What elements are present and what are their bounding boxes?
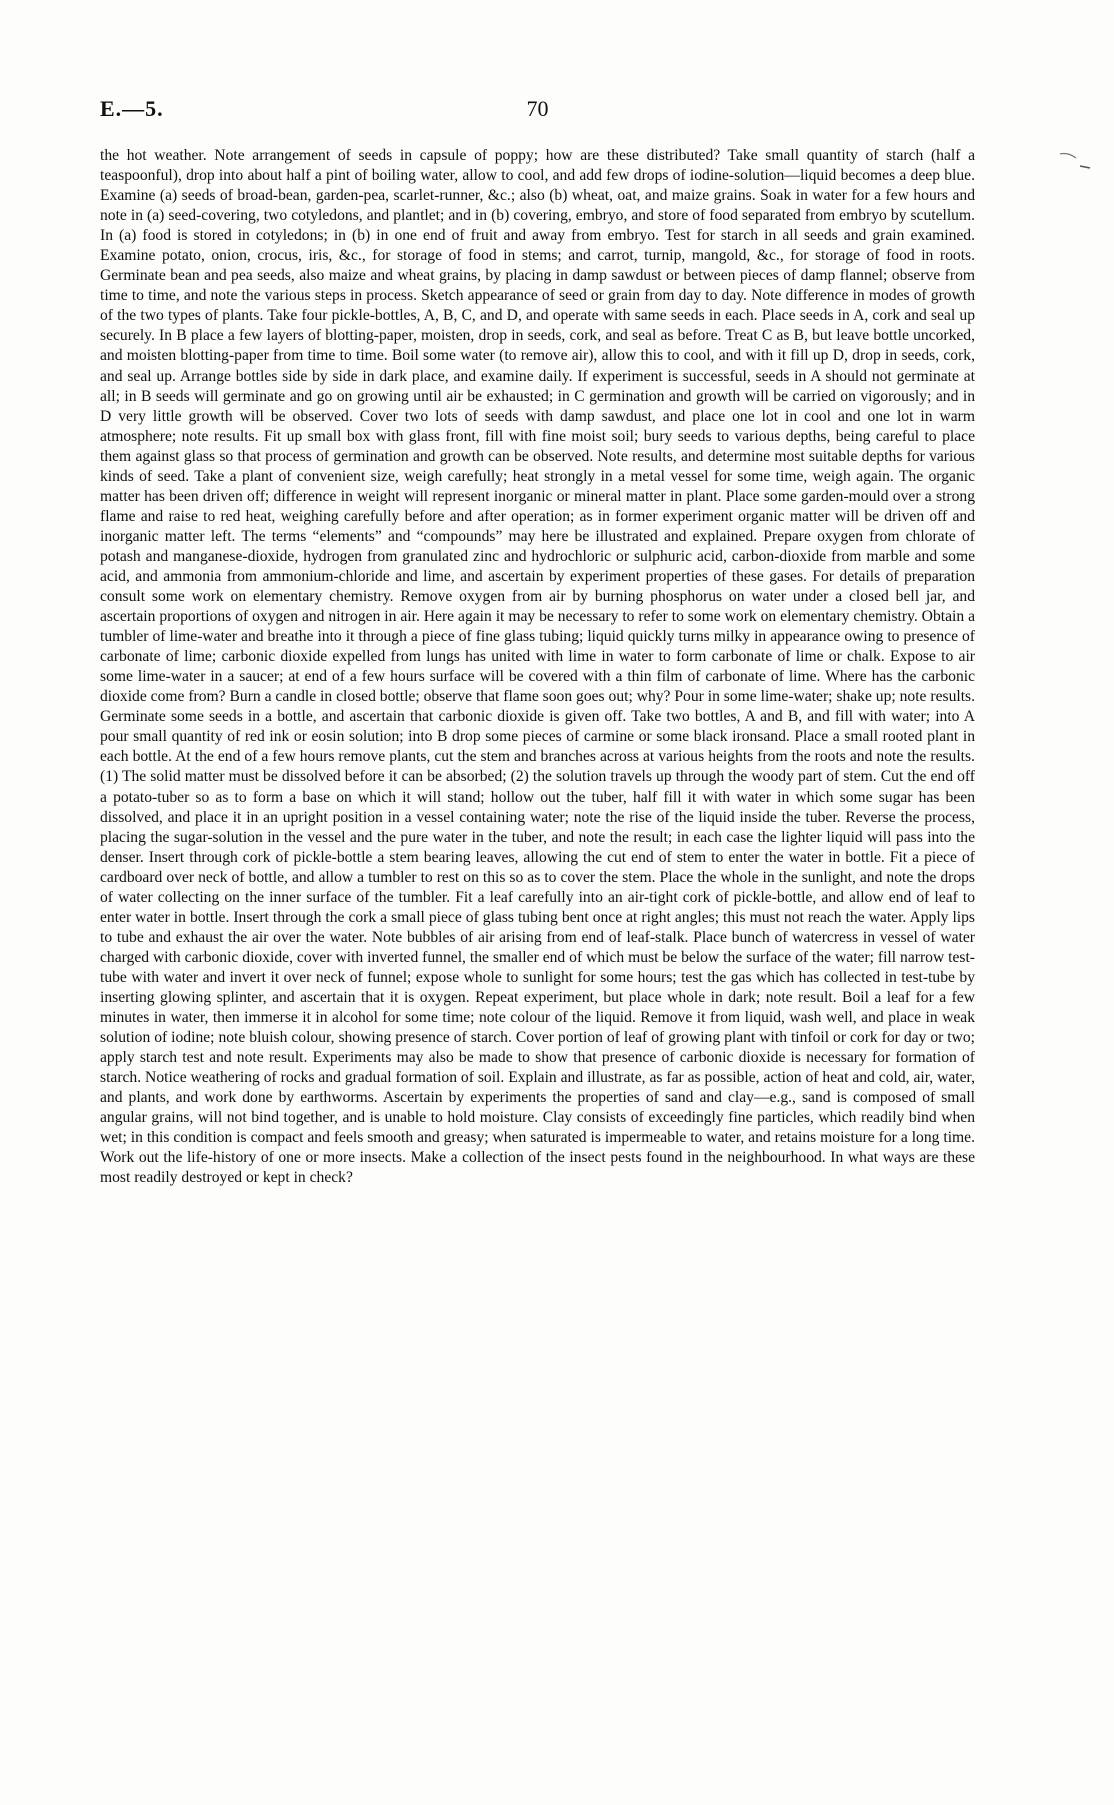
margin-pencil-mark (1058, 150, 1092, 170)
page-header (100, 96, 975, 126)
body-paragraph: the hot weather. Note arrangement of seeds in capsule of poppy; how are these distributed? Take small quantity of starch (half a teaspoonful), drop into about half a pint of boiling water, allow to cool, and add few drops of iodine-solution—liquid becomes a deep blue. Examine (a) seeds of broad-bean, garden-pea, scarlet-runner, &c.; also (b) wheat, oat, and maize grains. Soak in water for a few hours and note in (a) seed-covering, two cotyledons, and plantlet; and in (b) covering, embryo, and store of food separated from embryo by scutellum. In (a) food is stored in cotyledons; in (b) in one end of fruit and away from embryo. Test for starch in all seeds and grain examined. Examine potato, onion, crocus, iris, &c., for storage of food in stems; and carrot, turnip, mangold, &c., for storage of food in roots. Germinate bean and pea seeds, also maize and wheat grains, by placing in damp sawdust or between pieces of damp flannel; observe from time to time, and note the various steps in process. Sketch appearance of seed or grain from day to day. Note difference in modes of growth of the two types of plants. Take four pickle-bottles, A, B, C, and D, and operate with same seeds in each. Place seeds in A, cork and seal up securely. In B place a few layers of blotting-paper, moisten, drop in seeds, cork, and seal as before. Treat C as B, but leave bottle uncorked, and moisten blotting-paper from time to time. Boil some water (to remove air), allow this to cool, and with it fill up D, drop in seeds, cork, and seal up. Arrange bottles side by side in dark place, and examine daily. If experiment is successful, seeds in A should not germinate at all; in B seeds will germinate and go on growing until air be exhausted; in C germination and growth will be carried on vigorously; and in D very little growth will be observed. Cover two lots of seeds with damp sawdust, and place one lot in cool and one lot in warm atmosphere; note results. Fit up small box with glass front, fill with fine moist soil; bury seeds to various depths, being careful to place them against glass so that process of germination and growth can be observed. Note results, and determine most suitable depths for various kinds of seed. Take a plant of convenient size, weigh carefully; heat strongly in a metal vessel for some time, weigh again. The organic matter has been driven off; difference in weight will represent inorganic or mineral matter in plant. Place some garden-mould over a strong flame and raise to red heat, weighing carefully before and after operation; as in former experiment organic matter will be driven off and inorganic matter left. The terms “elements” and “compounds” may here be illustrated and explained. Prepare oxygen from chlorate of potash and manganese-dioxide, hydrogen from granulated zinc and hydrochloric or sulphuric acid, carbon-dioxide from marble and some acid, and ammonia from ammonium-chloride and lime, and ascertain by experiment properties of these gases. For details of preparation consult some work on elementary chemistry. Remove oxygen from air by burning phosphorus on water under a closed bell jar, and ascertain proportions of oxygen and nitrogen in air. Here again it may be necessary to refer to some work on elementary chemistry. Obtain a tumbler of lime-water and breathe into it through a piece of fine glass tubing; liquid quickly turns milky in appearance owing to presence of carbonate of lime; carbonic dioxide expelled from lungs has united with lime in water to form carbonate of lime or chalk. Expose to air some lime-water in a saucer; at end of a few hours surface will be covered with a thin film of carbonate of lime. Where has the carbonic dioxide come from? Burn a candle in closed bottle; observe that flame soon goes out; why? Pour in some lime-water; shake up; note results. Germinate some seeds in a bottle, and ascertain that carbonic dioxide is given off. Take two bottles, A and B, and fill with water; into A pour small quantity of red ink or eosin solution; into B drop some pieces of carmine or some black ironsand. Place a small rooted plant in each bottle. At the end of a few hours remove plants, cut the stem and branches across at various heights from the roots and note the results. (1) The solid matter must be dissolved before it can be absorbed; (2) the solution travels up through the woody part of stem. Cut the end off a potato-tuber so as to form a base on which it will stand; hollow out the tuber, half fill it with water in which some sugar has been dissolved, and place it in an upright position in a vessel containing water; note the rise of the liquid inside the tuber. Reverse the process, placing the sugar-solution in the vessel and the pure water in the tuber, and note the result; in each case the lighter liquid will pass into the denser. Insert through cork of pickle-bottle a stem bearing leaves, allowing the cut end of stem to enter the water in bottle. Fit a piece of cardboard over neck of bottle, and allow a tumbler to rest on this so as to cover the stem. Place the whole in the sunlight, and note the drops of water collecting on the inner surface of the tumbler. Fit a leaf carefully into an air-tight cork of pickle-bottle, and allow end of leaf to enter water in bottle. Insert through the cork a small piece of glass tubing bent once at right angles; this must not reach the water. Apply lips to tube and exhaust the air over the water. Note bubbles of air arising from end of leaf-stalk. Place bunch of watercress in vessel of water charged with carbonic dioxide, cover with inverted funnel, the smaller end of which must be below the surface of the water; fill narrow test-tube with water and invert it over neck of funnel; expose whole to sunlight for some hours; test the gas which has collected in test-tube by inserting glowing splinter, and ascertain that it is oxygen. Repeat experiment, but place whole in dark; note result. Boil a leaf for a few minutes in water, then immerse it in alcohol for some time; note colour of the liquid. Remove it from liquid, wash well, and place in weak solution of iodine; note bluish colour, showing presence of starch. Cover portion of leaf of growing plant with tinfoil or cork for day or two; apply starch test and note result. Experiments may also be made to show that presence of carbonic dioxide is necessary for formation of starch. Notice weathering of rocks and gradual formation of soil. Explain and illustrate, as far as possible, action of heat and cold, air, water, and plants, and work done by earthworms. Ascertain by experiments the properties of sand and clay—e.g., sand is composed of small angular grains, will not bind together, and is unable to hold moisture. Clay consists of exceedingly fine particles, which readily bind when wet; in this condition is compact and feels smooth and greasy; when saturated is impermeable to water, and retains moisture for a long time. Work out the life-history of one or more insects. Make a collection of the insect pests found in the neighbourhood. In what ways are these most readily destroyed or kept in check? (100, 147, 975, 1187)
page-number: 70 (526, 96, 549, 121)
document-reference: E.—5. (100, 96, 164, 121)
